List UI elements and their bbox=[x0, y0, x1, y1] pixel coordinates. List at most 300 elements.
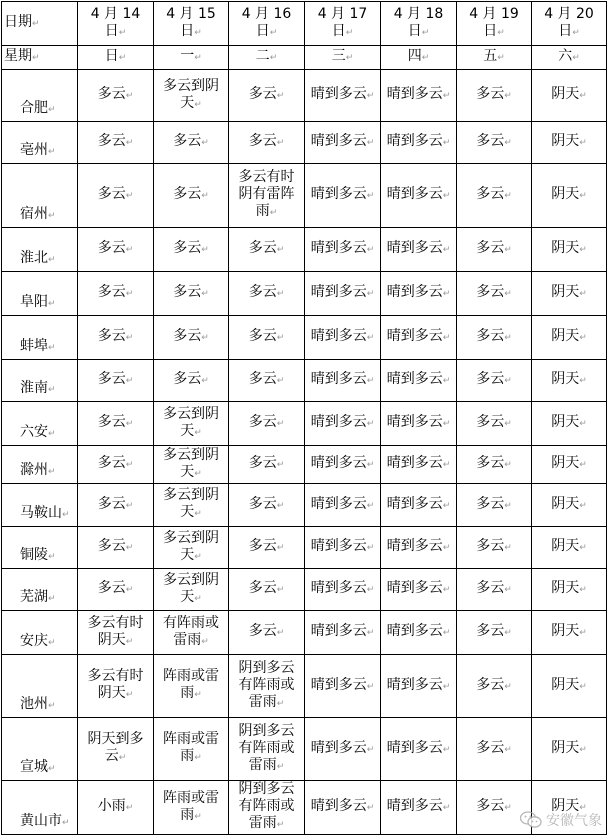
forecast-cell-text: 晴到多云 bbox=[386, 371, 443, 387]
forecast-cell-text: 多云 bbox=[476, 284, 505, 300]
city-cell bbox=[2, 718, 78, 781]
forecast-cell-text: 晴到多云 bbox=[310, 284, 367, 300]
paragraph-mark: ↵ bbox=[125, 500, 134, 511]
forecast-cell-text: 晴到多云 bbox=[310, 133, 367, 149]
forecast-cell-text: 多云 bbox=[476, 414, 505, 430]
forecast-cell bbox=[229, 122, 305, 164]
weekday-cell-text: 二 bbox=[255, 48, 270, 64]
table-row bbox=[2, 781, 607, 835]
paragraph-mark: ↵ bbox=[48, 701, 56, 711]
forecast-cell bbox=[305, 122, 381, 164]
paragraph-mark: ↵ bbox=[366, 500, 375, 511]
forecast-cell bbox=[305, 718, 381, 781]
paragraph-mark: ↵ bbox=[579, 333, 587, 343]
paragraph-mark: ↵ bbox=[497, 53, 505, 63]
forecast-cell-text: 多云 bbox=[476, 133, 505, 149]
paragraph-mark: ↵ bbox=[276, 138, 285, 148]
forecast-cell bbox=[381, 316, 457, 360]
paragraph-mark: ↵ bbox=[125, 460, 134, 470]
forecast-cell bbox=[305, 228, 381, 272]
wechat-icon bbox=[520, 811, 542, 829]
paragraph-mark: ↵ bbox=[504, 628, 512, 638]
date-cell bbox=[78, 2, 154, 46]
forecast-cell bbox=[154, 228, 229, 272]
paragraph-mark: ↵ bbox=[125, 636, 134, 647]
paragraph-mark: ↵ bbox=[125, 376, 134, 386]
forecast-cell-text: 阵雨或雷雨 bbox=[163, 731, 219, 764]
table-row bbox=[2, 402, 607, 446]
paragraph-mark: ↵ bbox=[442, 628, 451, 638]
city-cell bbox=[2, 122, 78, 164]
paragraph-mark: ↵ bbox=[125, 138, 134, 148]
forecast-cell bbox=[532, 164, 607, 228]
forecast-cell-text: 多云有时阴有雷阵雨 bbox=[238, 169, 295, 219]
forecast-cell-text: 晴到多云 bbox=[310, 240, 367, 256]
forecast-cell-text: 多云 bbox=[97, 455, 126, 471]
forecast-cell bbox=[457, 569, 532, 611]
paragraph-mark: ↵ bbox=[125, 191, 134, 201]
paragraph-mark: ↵ bbox=[504, 460, 512, 470]
paragraph-mark: ↵ bbox=[572, 27, 580, 38]
forecast-cell-text: 阴天 bbox=[551, 86, 580, 102]
date-label-cell bbox=[2, 2, 78, 46]
forecast-cell bbox=[532, 402, 607, 446]
forecast-cell bbox=[532, 655, 607, 718]
forecast-cell-text: 多云 bbox=[476, 623, 505, 639]
forecast-cell-text: 多云到阴天 bbox=[163, 529, 219, 563]
city-cell-text: 安庆 bbox=[20, 633, 48, 649]
paragraph-mark: ↵ bbox=[442, 289, 451, 299]
forecast-cell bbox=[229, 70, 305, 122]
forecast-cell bbox=[229, 655, 305, 718]
forecast-cell-text: 阴天 bbox=[551, 240, 580, 256]
paragraph-mark: ↵ bbox=[32, 19, 40, 29]
paragraph-mark: ↵ bbox=[269, 53, 278, 63]
city-cell bbox=[2, 228, 78, 272]
forecast-cell bbox=[532, 718, 607, 781]
paragraph-mark: ↵ bbox=[345, 27, 354, 38]
forecast-cell bbox=[154, 360, 229, 402]
weekday-cell-text: 六 bbox=[558, 48, 573, 64]
forecast-cell bbox=[305, 655, 381, 718]
forecast-cell-text: 晴到多云 bbox=[386, 580, 443, 596]
city-cell bbox=[2, 446, 78, 484]
weekday-cell bbox=[78, 46, 154, 70]
forecast-cell-text: 多云到阴天 bbox=[163, 571, 219, 605]
city-cell-text: 马鞍山 bbox=[20, 505, 62, 521]
paragraph-mark: ↵ bbox=[48, 764, 56, 774]
forecast-cell-text: 晴到多云 bbox=[310, 328, 367, 344]
city-cell-text: 黄山市 bbox=[20, 813, 62, 829]
forecast-cell bbox=[154, 718, 229, 781]
forecast-cell-text: 多云 bbox=[476, 739, 505, 756]
paragraph-mark: ↵ bbox=[194, 593, 202, 604]
date-cell-text: 4 月 14 日 bbox=[90, 5, 141, 39]
forecast-cell bbox=[154, 446, 229, 484]
paragraph-mark: ↵ bbox=[194, 99, 202, 110]
forecast-cell bbox=[532, 611, 607, 655]
forecast-cell-text: 晴到多云 bbox=[310, 798, 367, 814]
weekday-cell-text: 四 bbox=[407, 48, 422, 64]
forecast-cell bbox=[532, 316, 607, 360]
date-cell bbox=[154, 2, 229, 46]
paragraph-mark: ↵ bbox=[442, 803, 451, 813]
forecast-cell bbox=[229, 316, 305, 360]
forecast-cell-text: 多云 bbox=[173, 284, 202, 300]
paragraph-mark: ↵ bbox=[504, 543, 512, 553]
forecast-cell bbox=[154, 611, 229, 655]
paragraph-mark: ↵ bbox=[366, 245, 375, 255]
forecast-cell-text: 多云 bbox=[173, 328, 202, 344]
forecast-cell-text: 晴到多云 bbox=[386, 623, 443, 639]
forecast-cell bbox=[457, 164, 532, 228]
paragraph-mark: ↵ bbox=[497, 27, 505, 38]
paragraph-mark: ↵ bbox=[276, 761, 285, 772]
paragraph-mark: ↵ bbox=[48, 594, 56, 604]
forecast-cell bbox=[305, 569, 381, 611]
paragraph-mark: ↵ bbox=[48, 299, 56, 309]
forecast-cell-text: 晴到多云 bbox=[386, 414, 443, 430]
forecast-cell-text: 阴天 bbox=[551, 284, 580, 300]
watermark bbox=[520, 810, 602, 830]
forecast-cell-text: 晴到多云 bbox=[386, 538, 443, 554]
forecast-cell-text: 多云 bbox=[97, 538, 126, 554]
forecast-cell-text: 阴天 bbox=[551, 455, 580, 471]
paragraph-mark: ↵ bbox=[579, 245, 587, 255]
forecast-cell bbox=[305, 164, 381, 228]
forecast-cell bbox=[229, 781, 305, 835]
forecast-cell bbox=[78, 484, 154, 527]
forecast-cell-text: 多云 bbox=[97, 284, 126, 300]
forecast-cell bbox=[457, 446, 532, 484]
date-cell-text: 4 月 16 日 bbox=[241, 5, 292, 39]
paragraph-mark: ↵ bbox=[48, 552, 56, 562]
paragraph-mark: ↵ bbox=[579, 803, 587, 813]
forecast-cell-text: 阴天 bbox=[551, 798, 580, 814]
forecast-cell bbox=[305, 527, 381, 569]
city-cell-text: 淮南 bbox=[20, 380, 48, 396]
paragraph-mark: ↵ bbox=[442, 543, 451, 553]
table-row bbox=[2, 228, 607, 272]
paragraph-mark: ↵ bbox=[276, 333, 285, 343]
forecast-cell bbox=[78, 655, 154, 718]
paragraph-mark: ↵ bbox=[276, 820, 285, 830]
paragraph-mark: ↵ bbox=[504, 245, 512, 255]
forecast-cell-text: 阴天 bbox=[551, 414, 580, 430]
forecast-cell-text: 阴天 bbox=[551, 623, 580, 639]
paragraph-mark: ↵ bbox=[442, 419, 451, 429]
table-row bbox=[2, 718, 607, 781]
paragraph-mark: ↵ bbox=[442, 191, 451, 201]
paragraph-mark: ↵ bbox=[201, 636, 209, 647]
forecast-cell-text: 晴到多云 bbox=[386, 284, 443, 300]
paragraph-mark: ↵ bbox=[276, 698, 285, 709]
date-cell-text: 4 月 17 日 bbox=[317, 5, 368, 39]
forecast-cell bbox=[305, 360, 381, 402]
forecast-table bbox=[1, 1, 607, 835]
forecast-cell bbox=[229, 446, 305, 484]
city-cell bbox=[2, 781, 78, 835]
paragraph-mark: ↵ bbox=[579, 500, 587, 511]
forecast-cell-text: 阴到多云有阵雨或雷雨 bbox=[238, 722, 295, 773]
paragraph-mark: ↵ bbox=[504, 803, 512, 813]
paragraph-mark: ↵ bbox=[366, 543, 375, 553]
forecast-cell-text: 多云 bbox=[476, 86, 505, 102]
weekday-cell-text: 日 bbox=[104, 48, 119, 64]
paragraph-mark: ↵ bbox=[366, 138, 375, 148]
paragraph-mark: ↵ bbox=[125, 803, 134, 813]
forecast-cell-text: 多云 bbox=[97, 495, 126, 512]
paragraph-mark: ↵ bbox=[504, 419, 512, 429]
paragraph-mark: ↵ bbox=[421, 27, 430, 38]
paragraph-mark: ↵ bbox=[201, 333, 209, 343]
paragraph-mark: ↵ bbox=[48, 638, 56, 648]
paragraph-mark: ↵ bbox=[504, 91, 512, 101]
weekday-label-cell bbox=[2, 46, 78, 70]
city-cell-text: 铜陵 bbox=[20, 547, 48, 563]
forecast-cell-text: 多云 bbox=[476, 328, 505, 344]
date-cell-text: 4 月 19 日 bbox=[469, 5, 519, 39]
forecast-cell-text: 多云到阴天 bbox=[163, 77, 219, 111]
forecast-cell bbox=[305, 611, 381, 655]
paragraph-mark: ↵ bbox=[276, 543, 285, 553]
forecast-cell-text: 阴到多云有阵雨或雷雨 bbox=[238, 781, 295, 831]
paragraph-mark: ↵ bbox=[32, 53, 40, 63]
forecast-cell bbox=[78, 781, 154, 835]
forecast-cell bbox=[78, 527, 154, 569]
paragraph-mark: ↵ bbox=[504, 289, 512, 299]
forecast-cell bbox=[381, 527, 457, 569]
paragraph-mark: ↵ bbox=[442, 91, 451, 101]
forecast-cell-text: 阴天 bbox=[551, 133, 580, 149]
forecast-cell bbox=[229, 569, 305, 611]
forecast-cell-text: 有阵雨或雷雨 bbox=[163, 614, 219, 648]
paragraph-mark: ↵ bbox=[118, 753, 127, 763]
forecast-cell-text: 多云 bbox=[97, 240, 126, 256]
watermark-text: 安徽气象 bbox=[546, 813, 602, 829]
paragraph-mark: ↵ bbox=[504, 138, 512, 148]
forecast-cell bbox=[78, 122, 154, 164]
paragraph-mark: ↵ bbox=[201, 138, 209, 148]
forecast-cell-text: 多云 bbox=[248, 284, 277, 300]
paragraph-mark: ↵ bbox=[48, 467, 56, 477]
forecast-cell-text: 多云 bbox=[248, 86, 277, 102]
weekday-cell bbox=[532, 46, 607, 70]
paragraph-mark: ↵ bbox=[366, 376, 375, 386]
city-cell bbox=[2, 484, 78, 527]
paragraph-mark: ↵ bbox=[345, 53, 354, 63]
paragraph-mark: ↵ bbox=[579, 681, 587, 692]
forecast-cell-text: 多云 bbox=[97, 86, 126, 102]
forecast-cell-text: 多云 bbox=[476, 371, 505, 387]
forecast-cell bbox=[381, 611, 457, 655]
forecast-cell-text: 多云 bbox=[97, 186, 126, 202]
weekday-label-cell-text: 星期 bbox=[4, 48, 32, 64]
forecast-cell-text: 多云 bbox=[97, 371, 126, 387]
forecast-cell-text: 多云 bbox=[248, 538, 277, 554]
paragraph-mark: ↵ bbox=[442, 681, 451, 692]
forecast-cell-text: 晴到多云 bbox=[310, 739, 367, 756]
forecast-cell-text: 晴到多云 bbox=[310, 414, 367, 430]
paragraph-mark: ↵ bbox=[579, 138, 587, 148]
forecast-cell bbox=[229, 718, 305, 781]
date-cell bbox=[532, 2, 607, 46]
paragraph-mark: ↵ bbox=[48, 343, 56, 353]
forecast-cell-text: 晴到多云 bbox=[386, 133, 443, 149]
paragraph-mark: ↵ bbox=[276, 585, 285, 595]
paragraph-mark: ↵ bbox=[366, 333, 375, 343]
paragraph-mark: ↵ bbox=[48, 211, 56, 221]
city-cell-text: 淮北 bbox=[20, 250, 48, 266]
forecast-cell bbox=[229, 611, 305, 655]
paragraph-mark: ↵ bbox=[579, 543, 587, 553]
paragraph-mark: ↵ bbox=[504, 500, 512, 511]
forecast-cell bbox=[381, 360, 457, 402]
forecast-cell bbox=[381, 569, 457, 611]
forecast-table-body bbox=[2, 2, 607, 835]
paragraph-mark: ↵ bbox=[442, 245, 451, 255]
forecast-cell-text: 多云 bbox=[476, 798, 505, 814]
paragraph-mark: ↵ bbox=[366, 419, 375, 429]
forecast-cell bbox=[229, 272, 305, 316]
forecast-cell-text: 晴到多云 bbox=[310, 538, 367, 554]
paragraph-mark: ↵ bbox=[201, 191, 209, 201]
forecast-cell bbox=[532, 527, 607, 569]
paragraph-mark: ↵ bbox=[504, 333, 512, 343]
weekday-row bbox=[2, 46, 607, 70]
forecast-cell-text: 晴到多云 bbox=[310, 186, 367, 202]
forecast-cell-text: 晴到多云 bbox=[386, 495, 443, 512]
paragraph-mark: ↵ bbox=[504, 681, 512, 692]
forecast-cell bbox=[381, 402, 457, 446]
forecast-cell bbox=[457, 70, 532, 122]
paragraph-mark: ↵ bbox=[125, 419, 134, 429]
forecast-cell-text: 晴到多云 bbox=[310, 580, 367, 596]
paragraph-mark: ↵ bbox=[194, 27, 202, 38]
paragraph-mark: ↵ bbox=[48, 105, 56, 115]
paragraph-mark: ↵ bbox=[194, 811, 202, 822]
forecast-cell-text: 多云 bbox=[248, 495, 277, 512]
forecast-cell-text: 多云 bbox=[248, 455, 277, 471]
paragraph-mark: ↵ bbox=[579, 191, 587, 201]
paragraph-mark: ↵ bbox=[62, 818, 70, 828]
forecast-cell bbox=[381, 484, 457, 527]
paragraph-mark: ↵ bbox=[442, 460, 451, 470]
forecast-cell-text: 多云 bbox=[97, 580, 126, 596]
forecast-cell bbox=[78, 228, 154, 272]
paragraph-mark: ↵ bbox=[579, 289, 587, 299]
forecast-cell bbox=[532, 228, 607, 272]
forecast-cell bbox=[78, 272, 154, 316]
forecast-cell-text: 晴到多云 bbox=[310, 623, 367, 639]
forecast-cell bbox=[381, 655, 457, 718]
forecast-cell-text: 阴天 bbox=[551, 371, 580, 387]
forecast-cell-text: 阵雨或雷雨 bbox=[163, 668, 219, 701]
forecast-cell-text: 晴到多云 bbox=[310, 676, 367, 693]
forecast-cell bbox=[457, 718, 532, 781]
forecast-cell-text: 多云有时阴天 bbox=[87, 614, 144, 648]
paragraph-mark: ↵ bbox=[125, 585, 134, 595]
forecast-cell bbox=[305, 402, 381, 446]
forecast-cell-text: 多云 bbox=[476, 186, 505, 202]
paragraph-mark: ↵ bbox=[125, 543, 134, 553]
forecast-cell bbox=[381, 781, 457, 835]
weekday-cell-text: 一 bbox=[180, 48, 195, 64]
table-row bbox=[2, 316, 607, 360]
forecast-cell-text: 多云 bbox=[476, 240, 505, 256]
forecast-cell-text: 晴到多云 bbox=[386, 240, 443, 256]
paragraph-mark: ↵ bbox=[194, 427, 202, 438]
city-cell bbox=[2, 70, 78, 122]
forecast-cell bbox=[229, 360, 305, 402]
forecast-cell bbox=[78, 70, 154, 122]
weekday-cell-text: 五 bbox=[483, 48, 498, 64]
forecast-cell-text: 多云到阴天 bbox=[163, 487, 219, 520]
forecast-cell-text: 多云 bbox=[248, 580, 277, 596]
paragraph-mark: ↵ bbox=[504, 191, 512, 201]
forecast-cell bbox=[78, 718, 154, 781]
paragraph-mark: ↵ bbox=[118, 53, 127, 63]
forecast-cell-text: 多云到阴天 bbox=[163, 446, 219, 480]
paragraph-mark: ↵ bbox=[579, 744, 587, 755]
forecast-cell-text: 晴到多云 bbox=[310, 371, 367, 387]
forecast-cell-text: 多云到阴天 bbox=[163, 405, 219, 439]
paragraph-mark: ↵ bbox=[366, 91, 375, 101]
city-cell-text: 阜阳 bbox=[20, 294, 48, 310]
forecast-cell-text: 多云 bbox=[248, 414, 277, 430]
paragraph-mark: ↵ bbox=[572, 53, 580, 63]
forecast-cell bbox=[305, 316, 381, 360]
forecast-cell bbox=[381, 718, 457, 781]
date-cell bbox=[381, 2, 457, 46]
forecast-cell bbox=[532, 360, 607, 402]
date-cell bbox=[229, 2, 305, 46]
forecast-cell-text: 阴天 bbox=[551, 186, 580, 202]
forecast-cell-text: 晴到多云 bbox=[386, 186, 443, 202]
forecast-cell bbox=[381, 228, 457, 272]
paragraph-mark: ↵ bbox=[194, 690, 202, 700]
city-cell bbox=[2, 655, 78, 718]
city-cell-text: 池州 bbox=[20, 696, 48, 712]
forecast-cell bbox=[532, 484, 607, 527]
forecast-cell bbox=[532, 272, 607, 316]
paragraph-mark: ↵ bbox=[48, 429, 56, 439]
date-cell bbox=[305, 2, 381, 46]
paragraph-mark: ↵ bbox=[504, 585, 512, 595]
forecast-cell bbox=[381, 272, 457, 316]
paragraph-mark: ↵ bbox=[442, 333, 451, 343]
paragraph-mark: ↵ bbox=[276, 628, 285, 638]
forecast-cell bbox=[305, 446, 381, 484]
city-cell bbox=[2, 402, 78, 446]
forecast-cell-text: 阴到多云有阵雨或雷雨 bbox=[238, 659, 295, 710]
paragraph-mark: ↵ bbox=[276, 289, 285, 299]
forecast-cell-text: 阴天 bbox=[551, 538, 580, 554]
forecast-cell-text: 多云 bbox=[248, 371, 277, 387]
forecast-cell bbox=[532, 122, 607, 164]
forecast-cell-text: 多云 bbox=[97, 133, 126, 149]
forecast-cell bbox=[78, 569, 154, 611]
forecast-cell bbox=[457, 611, 532, 655]
paragraph-mark: ↵ bbox=[125, 91, 134, 101]
forecast-cell-text: 阴天到多云 bbox=[87, 731, 144, 764]
forecast-cell-text: 晴到多云 bbox=[386, 328, 443, 344]
paragraph-mark: ↵ bbox=[442, 500, 451, 511]
forecast-cell bbox=[305, 70, 381, 122]
forecast-cell-text: 阵雨或雷雨 bbox=[163, 789, 219, 823]
paragraph-mark: ↵ bbox=[366, 744, 375, 755]
paragraph-mark: ↵ bbox=[442, 138, 451, 148]
